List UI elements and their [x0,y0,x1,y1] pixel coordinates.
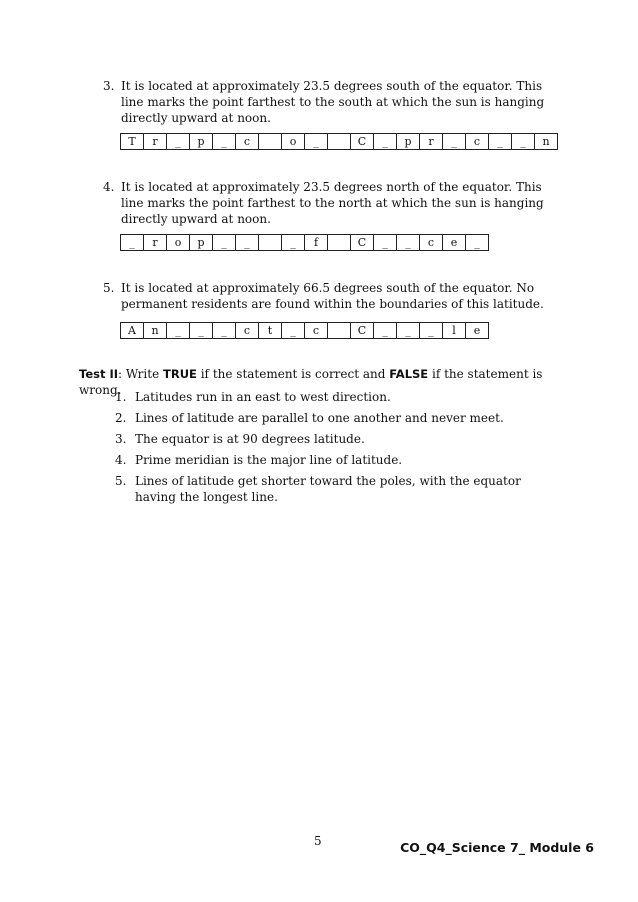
question-3 [103,78,563,126]
letter-box: r [144,235,167,250]
letter-box: c [236,323,259,338]
letter-box: C [351,235,374,250]
letter-box: f [305,235,328,250]
letter-box: _ [397,235,420,250]
true-word: TRUE [163,367,197,381]
letter-box: n [542,135,550,148]
item-text: The equator is at 90 degrees latitude. [135,432,365,446]
letter-box: c [420,235,443,250]
letter-box: l [443,323,466,338]
letter-box: p [190,235,213,250]
letter-box: _ [489,134,512,149]
letter-box: t [259,323,282,338]
letter-box: _ [167,134,190,149]
letter-box [259,235,282,250]
letter-box [328,134,351,149]
letter-box: _ [512,134,535,149]
letter-box: c [236,134,259,149]
letter-box: T [121,134,144,149]
instruction-part-b: if the statement is correct and [196,367,390,381]
letter-box: _ [213,134,236,149]
question-5 [103,280,563,312]
item-number: 1. [115,390,127,404]
letter-box: _ [420,323,443,338]
test-ii-label: Test II [79,367,119,381]
letter-box: _ [397,323,420,338]
list-item [115,473,565,505]
instruction-part-a: : Write [118,367,163,381]
list-item [115,452,565,468]
question-4 [103,179,563,227]
item-text: Lines of latitude get shorter toward the poles, with the equator having the longest line. [135,474,521,504]
item-number: 2. [115,411,127,425]
item-text: Lines of latitude are parallel to one another and never meet. [135,411,504,425]
test-ii-items [115,389,565,510]
item-number: 3. [115,432,127,446]
letter-box [328,323,351,338]
letter-box: C [351,323,374,338]
list-item [115,389,565,405]
question-number: 4. [103,180,115,194]
question-text: It is located at approximately 23.5 degrees north of the equator. This line marks the point farthest to the north at which the sun is hanging directly upward at noon. [121,180,544,226]
answer-boxes-5 [120,322,489,339]
letter-box: _ [190,323,213,338]
item-number: 5. [115,474,127,488]
answer-boxes-3 [120,133,558,150]
letter-box: _ [282,235,305,250]
letter-box: C [351,134,374,149]
instruction-part-c: if the statement is wrong. [79,367,543,397]
letter-box: _ [374,235,397,250]
item-text: Latitudes run in an east to west direction. [135,390,391,404]
page-number: 5 [314,834,322,848]
letter-box: _ [282,323,305,338]
letter-box: n [144,323,167,338]
question-number: 5. [103,281,115,295]
question-text: It is located at approximately 66.5 degrees south of the equator. No permanent residents are found within the boundaries of this latitude. [121,281,544,311]
letter-box: p [397,134,420,149]
letter-box: _ [167,323,190,338]
item-text: Prime meridian is the major line of latitude. [135,453,403,467]
letter-box: p [190,134,213,149]
letter-box: _ [374,134,397,149]
letter-box: c [305,323,328,338]
question-number: 3. [103,79,115,93]
letter-box [259,134,282,149]
letter-box: e [473,324,481,337]
module-footer: CO_Q4_Science 7_ Module 6 [400,840,594,855]
letter-box: _ [213,323,236,338]
letter-box: _ [236,235,259,250]
letter-box: r [144,134,167,149]
letter-box: e [443,235,466,250]
answer-boxes-4 [120,234,489,251]
letter-box: _ [374,323,397,338]
letter-box: c [466,134,489,149]
letter-box: _ [213,235,236,250]
letter-box: o [282,134,305,149]
letter-box: _ [121,235,144,250]
item-number: 4. [115,453,127,467]
letter-box: _ [305,134,328,149]
false-word: FALSE [389,367,429,381]
list-item [115,410,565,426]
list-item [115,431,565,447]
letter-box: _ [474,236,480,249]
letter-box: r [420,134,443,149]
question-text: It is located at approximately 23.5 degrees south of the equator. This line marks the point farthest to the south at which the sun is hanging directly upward at noon. [121,79,545,125]
letter-box: o [167,235,190,250]
letter-box [328,235,351,250]
letter-box: A [121,323,144,338]
letter-box: _ [443,134,466,149]
